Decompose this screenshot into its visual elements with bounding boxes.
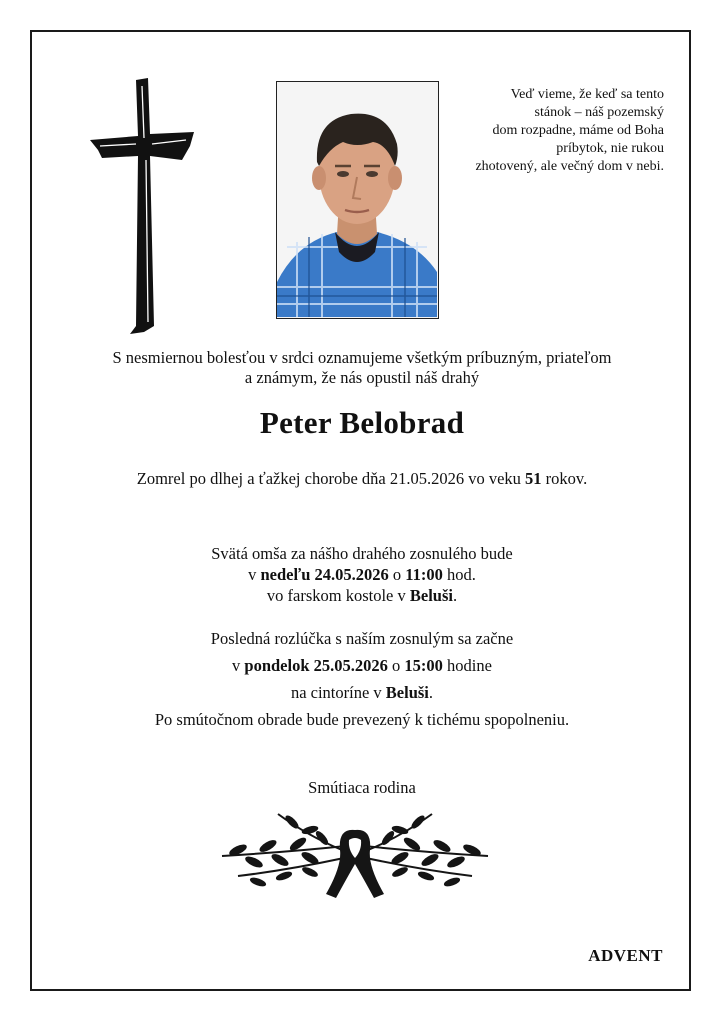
- quote-line: príbytok, nie rukou: [556, 141, 664, 156]
- mass-period: .: [452, 586, 458, 605]
- mass-date: nedeľu 24.05.2026: [260, 565, 389, 584]
- farewell-place: Beluši: [385, 683, 429, 702]
- mass-line-2: [40, 565, 684, 585]
- age-unit: rokov.: [545, 469, 588, 488]
- announcement-intro: [40, 348, 684, 388]
- funeral-service-brand: ADVENT: [588, 946, 663, 965]
- deceased-name: Peter Belobrad: [259, 405, 465, 440]
- mass-line-1: Svätá omša za nášho drahého zosnulého bude: [211, 544, 513, 563]
- farewell-line-2: [40, 656, 684, 676]
- signature: Smútiaca rodina: [308, 778, 416, 797]
- farewell-period: .: [428, 683, 434, 702]
- farewell-time: 15:00: [404, 656, 443, 675]
- farewell-note: Po smútočnom obrade bude prevezený k tichému spopolneniu.: [154, 710, 570, 729]
- farewell-o: o: [392, 656, 401, 675]
- portrait-photo: [276, 81, 439, 319]
- farewell-line-1: Posledná rozlúčka s naším zosnulým sa začne: [210, 629, 514, 648]
- mass-place-prefix: vo farskom kostole v: [266, 586, 406, 605]
- farewell-time-unit: hodine: [447, 656, 492, 675]
- intro-line-1: S nesmiernou bolesťou v srdci oznamujeme všetkým príbuzným, priateľom: [112, 348, 612, 367]
- age-value: 51: [525, 469, 542, 488]
- death-text: Zomrel po dlhej a ťažkej chorobe dňa 21.05.2026 vo veku: [136, 469, 521, 488]
- intro-line-2: a známym, že nás opustil náš drahý: [244, 368, 480, 387]
- farewell-v: v: [232, 656, 241, 675]
- mass-line-3: [40, 586, 684, 606]
- mass-time: 11:00: [405, 565, 443, 584]
- mass-time-unit: hod.: [447, 565, 476, 584]
- farewell-date: pondelok 25.05.2026: [244, 656, 388, 675]
- mass-place: Beluši: [409, 586, 453, 605]
- farewell-place-prefix: na cintoríne v: [290, 683, 382, 702]
- mourning-ribbon-icon: [218, 806, 492, 910]
- death-info: [40, 469, 684, 489]
- farewell-line-3: [40, 683, 684, 703]
- quote-line: dom rozpadne, máme od Boha: [492, 123, 664, 138]
- quote-line: Veď vieme, že keď sa tento: [510, 87, 664, 102]
- bible-quote: [454, 86, 664, 176]
- mass-o: o: [392, 565, 402, 584]
- cross-icon: [86, 76, 198, 336]
- quote-line: zhotovený, ale večný dom v nebi.: [475, 159, 664, 174]
- quote-line: stánok – náš pozemský: [534, 105, 664, 120]
- mass-v: v: [248, 565, 257, 584]
